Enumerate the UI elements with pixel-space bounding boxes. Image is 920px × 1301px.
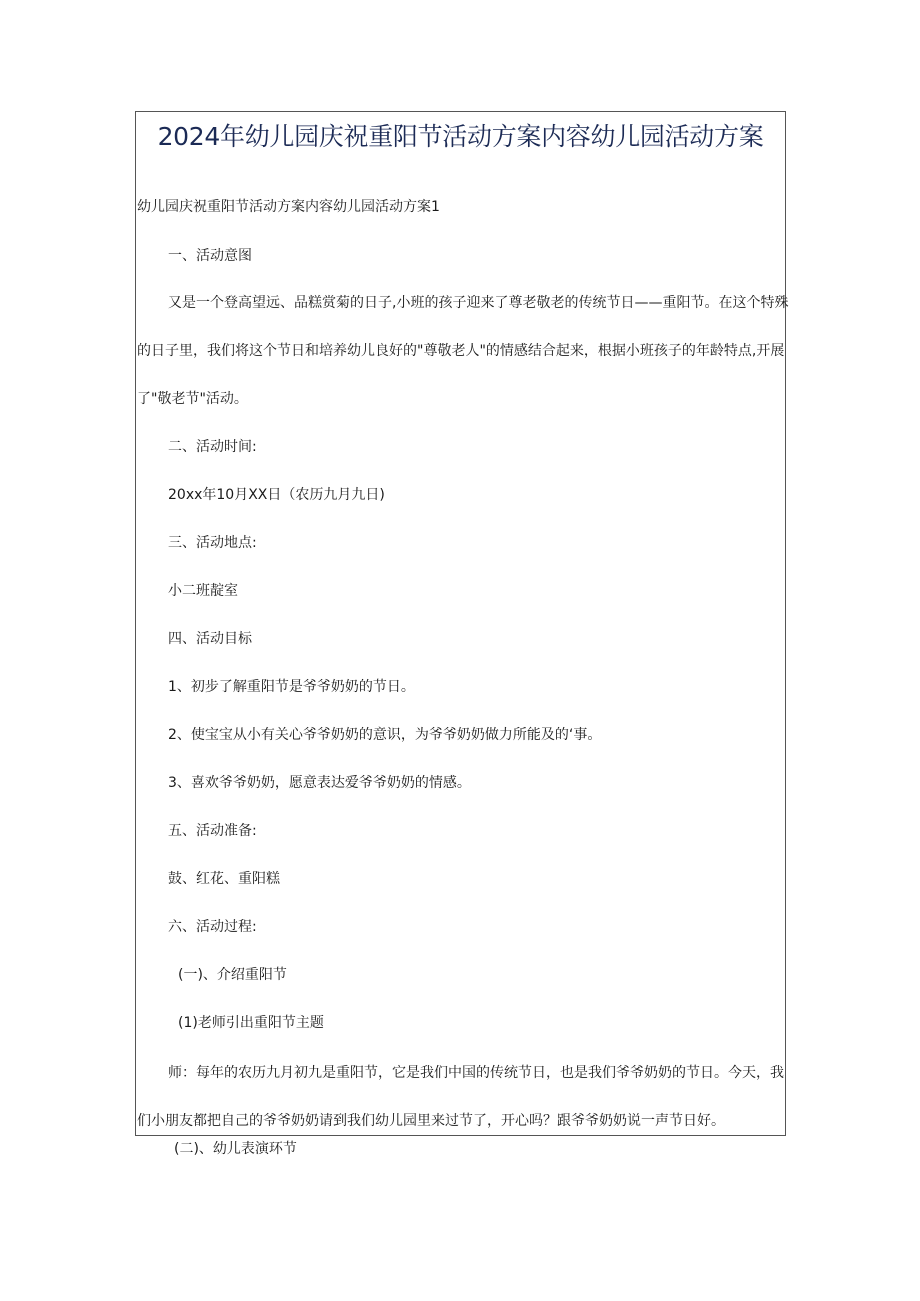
preparation-value: 鼓、红花、重阳糕	[168, 871, 280, 887]
process-subheading-1: (一)、介绍重阳节	[178, 967, 287, 983]
purpose-line-3: 了"敬老节"活动。	[137, 391, 248, 407]
goal-item-3: 3、喜欢爷爷奶奶，愿意表达爱爷爷奶奶的情感。	[168, 775, 471, 791]
section-heading-process: 六、活动过程:	[168, 919, 257, 935]
document-title: 2024年幼儿园庆祝重阳节活动方案内容幼儿园活动方案	[157, 122, 764, 151]
teacher-line-1: 师：每年的农历九月初九是重阳节，它是我们中国的传统节日，也是我们爷爷奶奶的节日。今天，我	[168, 1065, 784, 1081]
section-heading-preparation: 五、活动准备:	[168, 823, 257, 839]
goal-item-2: 2、使宝宝从小有关心爷爷奶奶的意识，为爷爷奶奶做力所能及的‘事。	[168, 727, 602, 743]
document-subtitle: 幼儿园庆祝重阳节活动方案内容幼儿园活动方案1	[137, 199, 440, 215]
teacher-line-2: 们小朋友都把自己的爷爷奶奶请到我们幼儿园里来过节了，开心吗？跟爷爷奶奶说一声节日好。	[137, 1113, 725, 1129]
purpose-line-2: 的日子里，我们将这个节日和培养幼儿良好的"尊敬老人"的情感结合起来，根据小班孩子的年龄特点,开展	[137, 343, 785, 359]
section-heading-time: 二、活动时间:	[168, 439, 257, 455]
section-heading-purpose: 一、活动意图	[168, 248, 252, 264]
section-heading-goals: 四、活动目标	[168, 631, 252, 647]
process-item-1: (1)老师引出重阳节主题	[178, 1015, 324, 1031]
purpose-line-1: 又是一个登高望远、品糕赏菊的日子,小班的孩子迎来了尊老敬老的传统节日——重阳节。在这个特殊	[168, 295, 789, 311]
activity-location-value: 小二班靛室	[168, 583, 238, 599]
teacher-paragraph	[137, 1063, 782, 1131]
activity-time-value: 20xx年10月XX日（农历九月九日)	[168, 487, 385, 503]
section-heading-location: 三、活动地点:	[168, 535, 257, 551]
purpose-paragraph	[137, 293, 789, 413]
goal-item-1: 1、初步了解重阳节是爷爷奶奶的节日。	[168, 679, 415, 695]
process-subheading-2: (二)、幼儿表演环节	[174, 1141, 297, 1157]
